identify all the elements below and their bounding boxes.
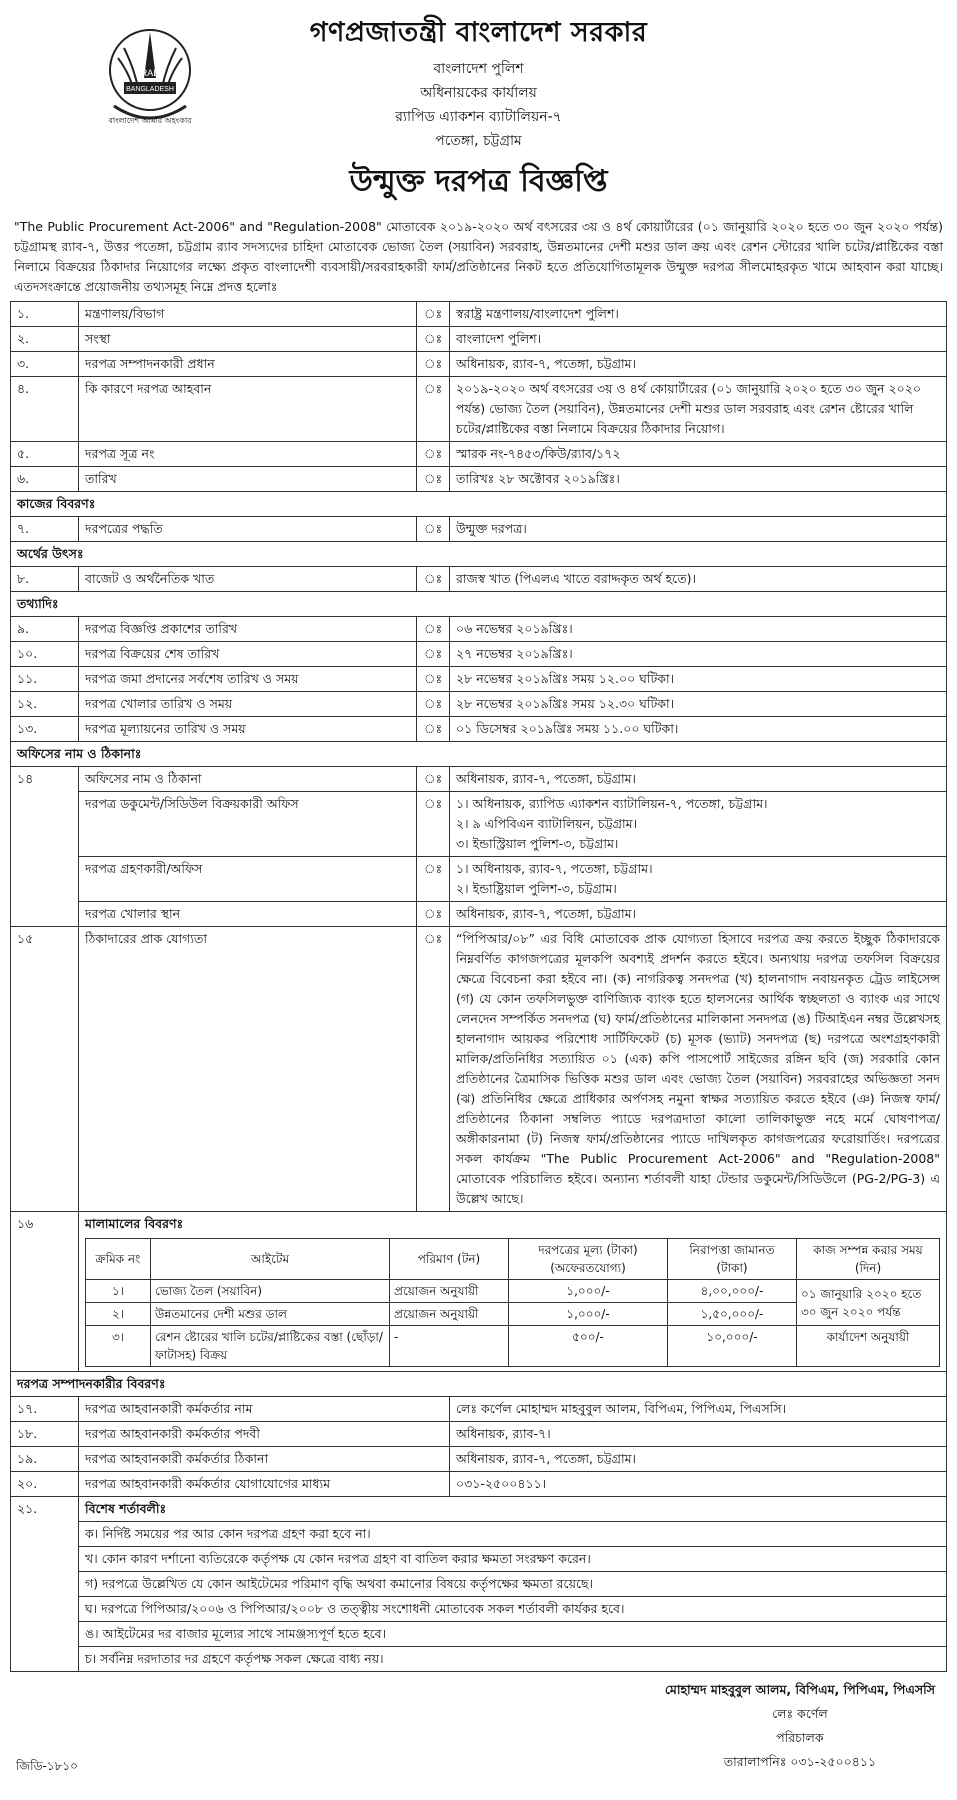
table-row (11, 352, 947, 377)
goods-deposit: ৪,০০,০০০/- (668, 1280, 797, 1303)
row-label: সংস্থা (79, 327, 417, 352)
notice-title: উন্মুক্ত দরপত্র বিজ্ঞপ্তি (349, 164, 608, 199)
table-row (11, 692, 947, 717)
emblem-motto-text: বাংলাদেশ আমার অহংকার (108, 116, 192, 125)
row-colon: ঃ (417, 327, 450, 352)
section-heading-officer: দরপত্র সম্পাদনকারীর বিবরণঃ (11, 1372, 947, 1397)
row-colon: ঃ (417, 927, 450, 1212)
row-label: অফিসের নাম ও ঠিকানা (79, 767, 417, 792)
row-number: ২০. (11, 1472, 79, 1497)
row-value: উন্মুক্ত দরপত্র। (450, 517, 947, 542)
signature-block (665, 1678, 935, 1774)
row-colon: ঃ (417, 467, 450, 492)
intro-paragraph: "The Public Procurement Act-2006" and "Regulation-2008" মোতাবেক ২০১৯-২০২০ অর্থ বৎসরের ৩য় ও ৪র্থ কোয়ার্টারের (০১ জানুয়ারি ২০২০ হতে ৩০ জুন ২০২০ পর্যন্ত) চট্টগ্রামস্থ র‍্যাব-৭, উত্তর পতেঙ্গা, চট্টগ্রাম র‍্যাব সদস্যদের চাহিদা মোতাবেক ভোজ্য তৈল (সয়াবিন) সরবরাহ, উন্নতমানের দেশী মশুর ডাল ক্রয় এবং রেশন স্টোরের খালি চটের/প্লাষ্টিকের বস্তা নিলামে বিক্রয়ের ঠিকাদার নিয়োগের লক্ষ্যে প্রকৃত বাংলাদেশী ব্যবসায়ী/সরবরাহকারী ফার্ম/প্রতিষ্ঠানের নিকট হতে প্রতিযোগিতামূলক উন্মুক্ত দরপত্র সীলমোহরকৃত খামে আহবান করা যাচ্ছে। এতদসংক্রান্তে প্রয়োজনীয় তথ্যসমূহ নিম্নে প্রদত্ত হলোঃ (14, 219, 943, 294)
row-colon: ঃ (417, 442, 450, 467)
row-colon: ঃ (417, 667, 450, 692)
goods-deposit: ১,৫০,০০০/- (668, 1303, 797, 1326)
row-number: ১১. (11, 667, 79, 692)
row-value: ০৩১-২৫০০৪১১। (450, 1472, 947, 1497)
table-row (11, 517, 947, 542)
row-number: ১৪ (11, 767, 79, 927)
row-value: অধিনায়ক, র‍্যাব-৭, পতেঙ্গা, চট্টগ্রাম। (450, 1447, 947, 1472)
goods-time: ০১ জানুয়ারি ২০২০ হতে ৩০ জুন ২০২০ পর্যন্ত (797, 1280, 940, 1326)
office-line: ২। ইন্ডাষ্ট্রিয়াল পুলিশ-৩, চট্টগ্রাম। (456, 881, 617, 896)
row-value (450, 792, 947, 857)
gd-number: জিডি-১৮১০ (16, 1759, 78, 1773)
row-value: ২৮ নভেম্বর ২০১৯খ্রিঃ সময় ১২.০০ ঘটিকা। (450, 667, 947, 692)
row-value: ০১ ডিসেম্বর ২০১৯খ্রিঃ সময় ১১.০০ ঘটিকা। (450, 717, 947, 742)
row-label: দরপত্র বিক্রয়ের শেষ তারিখ (79, 642, 417, 667)
goods-qty: প্রয়োজন অনুযায়ী (390, 1280, 509, 1303)
table-row (11, 1397, 947, 1422)
row-number: ১৩. (11, 717, 79, 742)
signatory-designation: পরিচালক (776, 1730, 824, 1745)
goods-header: কাজ সম্পন্ন করার সময় (দিন) (797, 1239, 940, 1280)
row-colon: ঃ (417, 302, 450, 327)
table-row (11, 642, 947, 667)
section-heading-info: তথ্যাদিঃ (11, 592, 947, 617)
row-value: ২৮ নভেম্বর ২০১৯খ্রিঃ সময় ১২.৩০ ঘটিকা। (450, 692, 947, 717)
goods-price: ৫০০/- (509, 1326, 668, 1367)
goods-price: ১,০০০/- (509, 1303, 668, 1326)
row-number: ৭. (11, 517, 79, 542)
row-colon: ঃ (417, 767, 450, 792)
goods-sl: ১। (86, 1280, 151, 1303)
table-row (11, 617, 947, 642)
row-label: বাজেট ও অর্থনৈতিক খাত (79, 567, 417, 592)
goods-sl: ৩। (86, 1326, 151, 1367)
condition-item: চ। সর্বনিম্ন দরদাতার দর গ্রহণে কর্তৃপক্ষ সকল ক্ষেত্রে বাধ্য নয়। (79, 1647, 947, 1672)
row-label: ঠিকাদারের প্রাক যোগ্যতা (79, 927, 417, 1212)
row-colon: ঃ (417, 792, 450, 857)
row-colon: ঃ (417, 857, 450, 902)
header-line-battalion: র‍্যাপিড এ্যাকশন ব্যাটালিয়ন-৭ (395, 109, 562, 125)
row-value (450, 857, 947, 902)
signatory-name: মোহাম্মদ মাহবুবুল আলম, বিপিএম, পিপিএম, পিএসসি (664, 1682, 935, 1697)
row-label: দরপত্র সূত্র নং (79, 442, 417, 467)
row-number: ৬. (11, 467, 79, 492)
row-label: দরপত্র বিজ্ঞপ্তি প্রকাশের তারিখ (79, 617, 417, 642)
prequalification-text: “পিপিআর/০৮” এর বিধি মোতাবেক প্রাক যোগ্যতা হিসাবে দরপত্র ক্রয় করতে ইচ্ছুক ঠিকাদারকে নিম্নবর্ণিত কাগজপত্রের মূলকপি অবশ্যই প্রদর্শন করতে হইবে। অন্যথায় দরপত্র তফসিল বিক্রয়ের ক্ষেত্রে বিবেচনা করা হইবে না। (ক) নাগরিকত্ব সনদপত্র (খ) হালনাগাদ নবায়নকৃত ট্রেড লাইসেন্স (গ) যে কোন তফসিলভুক্ত বাণিজ্যিক ব্যাংক হতে হালসনের আর্থিক স্বচ্ছলতা ও ব্যাংক এর সাথে লেনদেন সম্পর্কিত সনদপত্র (ঘ) ফার্ম/প্রতিষ্ঠানের মালিকানা সনদপত্র (ঙ) টিআইএন নম্বর উল্লেখসহ হালনাগাদ আয়কর পরিশোধ সার্টিফিকেট (চ) মূসক (ভ্যাট) সনদপত্র (ছ) দরপত্রে অংশগ্রহণকারী মালিক/প্রতিনিধির সত্যায়িত ০১ (এক) কপি পাসপোর্ট সাইজের রঙ্গিন ছবি (জ) সরকারি কোন প্রতিষ্ঠানের ত্রৈমাসিক ভিত্তিক মশুর ডাল এবং ভোজ্য তৈল (সয়াবিন) সরবরাহের অভিজ্ঞতা সনদ (ঝ) প্রতিনিধির ক্ষেত্রে প্রাধিকার অর্পণসহ নমুনা স্বাক্ষর সত্যায়িত করতে হইবে (ঞ) নিজস্ব ফার্ম/প্রতিষ্ঠানের ঠিকানা সম্বলিত প্যাডে দরপত্রদাতা কালো তালিকাভুক্ত নহে মর্মে ঘোষণাপত্র/অঙ্গীকারনামা (ট) নিজস্ব ফার্ম/প্রতিষ্ঠানের প্যাডে দাখিলকৃত কাগজপত্রের ফরোয়ার্ডিং। দরপত্রের সকল কার্যক্রম "The Public Procurement Act-2006" and "Regulation-2008" মোতাবেক পরিচালিত হইবে। অন্যান্য শর্তাবলী যাহা টেন্ডার ডকুমেন্ট/সিডিউলে (PG-2/PG-3) এ উল্লেখ আছে। (450, 927, 947, 1212)
row-number: ১০. (11, 642, 79, 667)
row-label: দরপত্র খোলার তারিখ ও সময় (79, 692, 417, 717)
row-value: ২৭ নভেম্বর ২০১৯খ্রিঃ। (450, 642, 947, 667)
goods-item: ভোজ্য তৈল (সয়াবিন) (151, 1280, 390, 1303)
goods-header: দরপত্রের মূল্য (টাকা) (অফেরতযোগ্য) (509, 1239, 668, 1280)
goods-header: নিরাপত্তা জামানত (টাকা) (668, 1239, 797, 1280)
table-row (11, 327, 947, 352)
row-label: দরপত্র আহবানকারী কর্মকর্তার ঠিকানা (79, 1447, 450, 1472)
row-value: ০৬ নভেম্বর ২০১৯খ্রিঃ। (450, 617, 947, 642)
signatory-rank: লেঃ কর্ণেল (772, 1706, 828, 1721)
row-value: স্বরাষ্ট্র মন্ত্রণালয়/বাংলাদেশ পুলিশ। (450, 302, 947, 327)
row-label: তারিখ (79, 467, 417, 492)
goods-row (86, 1280, 940, 1303)
goods-sl: ২। (86, 1303, 151, 1326)
footer (10, 1672, 947, 1782)
office-line: ৩। ইন্ডাস্ট্রিয়াল পুলিশ-৩, চট্টগ্রাম। (456, 836, 619, 851)
row-value: ২০১৯-২০২০ অর্থ বৎসরের ৩য় ও ৪র্থ কোয়ার্টারের (০১ জানুয়ারি ২০২০ হতে ৩০ জুন ২০২০ পর্যন্ত) ভোজ্য তৈল (সয়াবিন), উন্নতমানের দেশী মশুর ডাল সরবরাহ এবং রেশন ষ্টোরের খালি চটের/প্লাষ্টিকের বস্তা নিলামে বিক্রয়ের ঠিকাদার নিয়োগ। (450, 377, 947, 442)
row-number: ১৫ (11, 927, 79, 1212)
rab-emblem-icon (94, 18, 206, 130)
row-label: দরপত্র মূল্যায়নের তারিখ ও সময় (79, 717, 417, 742)
gov-title: গণপ্রজাতন্ত্রী বাংলাদেশ সরকার (309, 17, 648, 48)
row-label: মন্ত্রণালয়/বিভাগ (79, 302, 417, 327)
signatory-phone: তারালাপনিঃ ০৩১-২৫০০৪১১ (723, 1754, 877, 1769)
header-line-office: অধিনায়কের কার্যালয় (420, 85, 537, 101)
goods-price: ১,০০০/- (509, 1280, 668, 1303)
goods-item: উন্নতমানের দেশী মশুর ডাল (151, 1303, 390, 1326)
table-row (11, 792, 947, 857)
row-label: কি কারণে দরপত্র আহবান (79, 377, 417, 442)
office-line: ২। ৯ এপিবিএন ব্যাটালিয়ন, চট্টগ্রাম। (456, 816, 638, 831)
table-row (11, 1422, 947, 1447)
emblem-country-text: BANGLADESH (126, 86, 174, 93)
section-heading-work: কাজের বিবরণঃ (11, 492, 947, 517)
row-label: দরপত্র গ্রহণকারী/অফিস (79, 857, 417, 902)
row-colon: ঃ (417, 567, 450, 592)
table-row (11, 1212, 947, 1372)
row-number: ২. (11, 327, 79, 352)
tender-info-table (10, 301, 947, 1672)
row-value: স্মারক নং-৭৪৫৩/কিউ/র‍্যাব/১৭২ (450, 442, 947, 467)
row-label: দরপত্রের পদ্ধতি (79, 517, 417, 542)
row-value: তারিখঃ ২৮ অক্টোবর ২০১৯খ্রিঃ। (450, 467, 947, 492)
row-number: ১৯. (11, 1447, 79, 1472)
goods-header: পরিমাণ (টন) (390, 1239, 509, 1280)
table-row (11, 467, 947, 492)
condition-item: ঘ। দরপত্রে পিপিআর/২০০৬ ও পিপিআর/২০০৮ ও তত্ত্বীয় সংশোধনী মোতাবেক সকল শর্তাবলী কার্যকর হবে। (79, 1597, 947, 1622)
conditions-title: বিশেষ শর্তাবলীঃ (79, 1497, 947, 1522)
row-value: রাজস্ব খাত (পিএলএ খাতে বরাদ্দকৃত অর্থ হতে)। (450, 567, 947, 592)
condition-item: ঙ। আইটেমের দর বাজার মূল্যের সাথে সামঞ্জস্যপূর্ণ হতে হবে। (79, 1622, 947, 1647)
row-value: অধিনায়ক, র‍্যাব-৭, পতেঙ্গা, চট্টগ্রাম। (450, 767, 947, 792)
condition-item: ক। নির্দিষ্ট সময়ের পর আর কোন দরপত্র গ্রহণ করা হবে না। (79, 1522, 947, 1547)
office-line: ১। অধিনায়ক, র‍্যাব-৭, পতেঙ্গা, চট্টগ্রাম। (456, 861, 653, 876)
condition-item: গ) দরপত্রে উল্লেখিত যে কোন আইটেমের পরিমাণ বৃদ্ধি অথবা কমানোর বিষয়ে কর্তৃপক্ষের ক্ষমতা রয়েছে। (79, 1572, 947, 1597)
row-colon: ঃ (417, 717, 450, 742)
section-heading-office: অফিসের নাম ও ঠিকানাঃ (11, 742, 947, 767)
goods-qty: প্রয়োজন অনুযায়ী (390, 1303, 509, 1326)
table-row (11, 442, 947, 467)
row-label: দরপত্র সম্পাদনকারী প্রধান (79, 352, 417, 377)
goods-table (85, 1238, 940, 1367)
table-row (11, 302, 947, 327)
table-row (11, 902, 947, 927)
table-row (11, 767, 947, 792)
office-line: ১। অধিনায়ক, র‍্যাপিড এ্যাকশন ব্যাটালিয়ন-৭, পতেঙ্গা, চট্টগ্রাম। (456, 796, 768, 811)
table-row (11, 377, 947, 442)
row-colon: ঃ (417, 692, 450, 717)
goods-qty: - (390, 1326, 509, 1367)
row-colon: ঃ (417, 642, 450, 667)
row-colon: ঃ (417, 377, 450, 442)
row-colon: ঃ (417, 517, 450, 542)
row-number: ৪. (11, 377, 79, 442)
row-number: ৫. (11, 442, 79, 467)
goods-deposit: ১০,০০০/- (668, 1326, 797, 1367)
row-label: দরপত্র আহবানকারী কর্মকর্তার যোগাযোগের মাধ্যম (79, 1472, 450, 1497)
goods-time: কার্যাদেশ অনুযায়ী (797, 1326, 940, 1367)
section-heading-fund: অর্থের উৎসঃ (11, 542, 947, 567)
row-number: ২১. (11, 1497, 79, 1672)
row-number: ৯. (11, 617, 79, 642)
row-number: ১৮. (11, 1422, 79, 1447)
table-row (11, 927, 947, 1212)
row-label: দরপত্র আহবানকারী কর্মকর্তার নাম (79, 1397, 450, 1422)
table-row (11, 667, 947, 692)
row-number: ১২. (11, 692, 79, 717)
row-value: অধিনায়ক, র‍্যাব-৭। (450, 1422, 947, 1447)
goods-header: আইটেম (151, 1239, 390, 1280)
row-colon: ঃ (417, 352, 450, 377)
goods-row (86, 1326, 940, 1367)
row-number: ৮. (11, 567, 79, 592)
goods-item: রেশন ষ্টোরের খালি চটের/প্লাষ্টিকের বস্তা (ছোঁড়া/ফাটাসহ) বিক্রয় (151, 1326, 390, 1367)
header-line-police: বাংলাদেশ পুলিশ (433, 61, 524, 77)
condition-item: খ। কোন কারণ দর্শানো ব্যতিরেকে কর্তৃপক্ষ যে কোন দরপত্র গ্রহণ বা বাতিল করার ক্ষমতা সংরক্ষণ করেন। (79, 1547, 947, 1572)
table-row (11, 1472, 947, 1497)
row-value: অধিনায়ক, র‍্যাব-৭, পতেঙ্গা, চট্টগ্রাম। (450, 902, 947, 927)
row-value: অধিনায়ক, র‍্যাব-৭, পতেঙ্গা, চট্টগ্রাম। (450, 352, 947, 377)
goods-header: ক্রমিক নং (86, 1239, 151, 1280)
table-row (11, 1447, 947, 1472)
row-label: দরপত্র খোলার স্থান (79, 902, 417, 927)
row-number: ১৬ (11, 1212, 79, 1372)
goods-title: মালামালের বিবরণঃ (85, 1216, 184, 1231)
row-label: দরপত্র জমা প্রদানের সর্বশেষ তারিখ ও সময় (79, 667, 417, 692)
table-row (11, 1497, 947, 1522)
table-row (11, 567, 947, 592)
header-line-location: পতেঙ্গা, চট্টগ্রাম (435, 133, 522, 149)
emblem-rab-text: RAB (140, 68, 160, 78)
row-value: লেঃ কর্ণেল মোহাম্মদ মাহবুবুল আলম, বিপিএম, পিপিএম, পিএসসি। (450, 1397, 947, 1422)
table-row (11, 717, 947, 742)
table-row (11, 857, 947, 902)
row-colon: ঃ (417, 902, 450, 927)
row-number: ১৭. (11, 1397, 79, 1422)
goods-section (79, 1212, 947, 1372)
row-label: দরপত্র ডকুমেন্ট/সিডিউল বিক্রয়কারী অফিস (79, 792, 417, 857)
row-number: ১. (11, 302, 79, 327)
row-label: দরপত্র আহবানকারী কর্মকর্তার পদবী (79, 1422, 450, 1447)
row-value: বাংলাদেশ পুলিশ। (450, 327, 947, 352)
row-number: ৩. (11, 352, 79, 377)
header (10, 12, 947, 217)
row-colon: ঃ (417, 617, 450, 642)
tender-notice (10, 8, 947, 1782)
